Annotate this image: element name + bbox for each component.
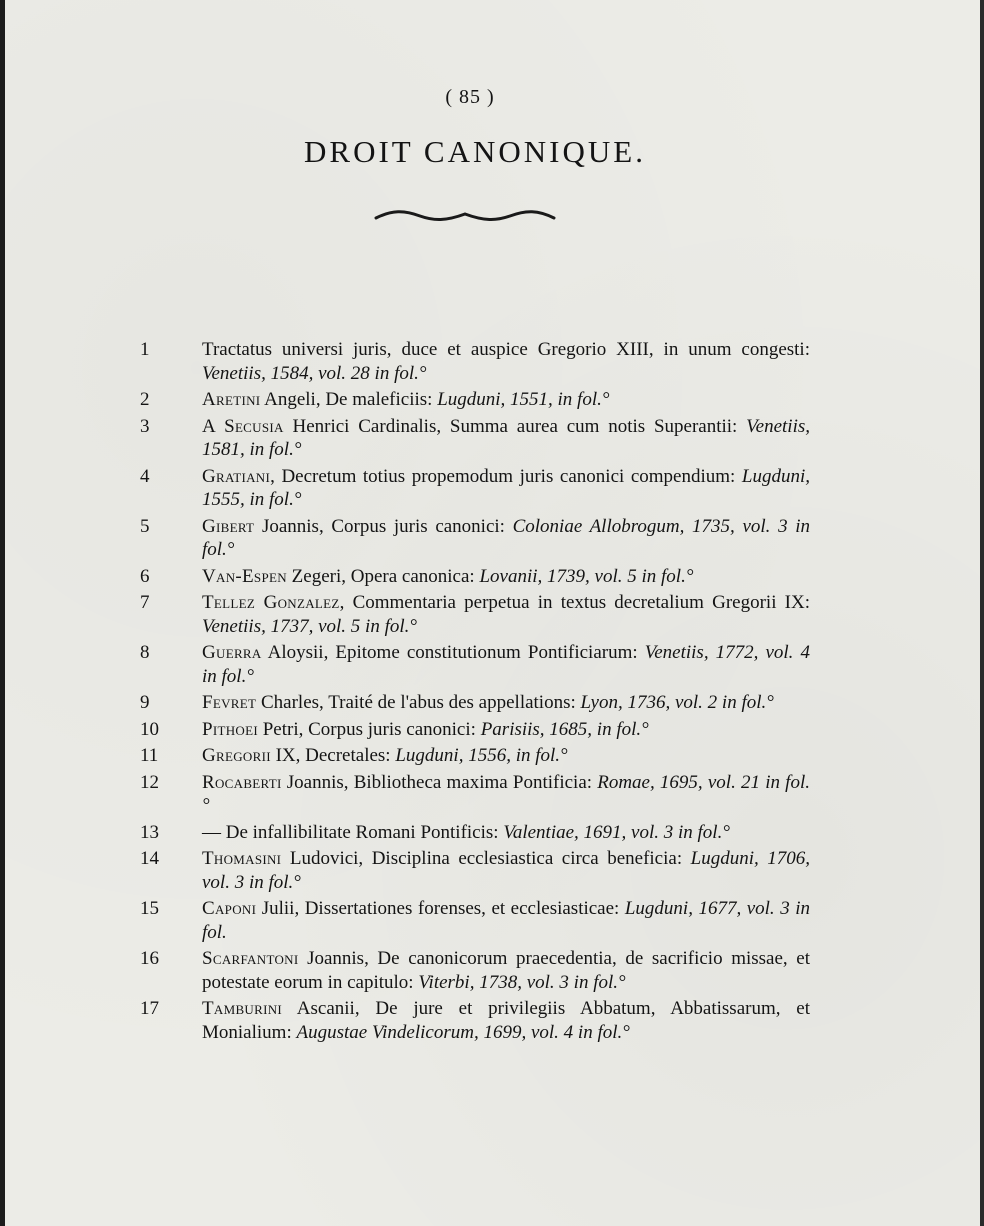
entry-title: , Commentaria perpetua in textus decretalium Gregorii IX: [339,592,810,613]
entry-number: 15 [140,898,159,919]
entry-imprint: Valentiae, 1691, vol. 3 in fol.° [503,821,730,843]
entry-number: 12 [140,771,159,793]
entry-imprint: Augustae Vindelicorum, 1699, vol. 4 in fol.° [296,1021,630,1043]
entry-imprint: Lugduni, 1706, vol. 3 in fol.° [202,848,810,893]
entry-number: 1 [140,339,150,360]
entry-number: 8 [140,642,150,663]
list-item [140,591,810,638]
entry-imprint: Lugduni, 1556, in fol.° [395,745,568,766]
list-item [140,691,810,715]
entry-author: Van-Espen [202,565,287,587]
page-number: ( 85 ) [445,86,495,108]
entry-imprint: Venetiis, 1737, vol. 5 in fol.° [202,615,417,637]
entry-number: 11 [140,745,159,766]
entry-title: Ludovici, Disciplina ecclesiastica circa beneficia: [281,848,691,869]
entry-author: Tamburini [202,998,283,1019]
entry-imprint: Lyon, 1736, vol. 2 in fol.° [580,692,774,713]
list-item [140,465,810,512]
list-item [140,997,810,1044]
scan-border-left [0,0,5,1226]
entry-author: A Secusia [202,415,284,437]
entry-author: Rocaberti [202,771,282,793]
entry-author: Caponi [202,898,257,919]
list-item [140,388,810,412]
entry-number: 14 [140,848,159,869]
entry-title: Julii, Dissertationes forenses, et ecclesiasticae: [256,898,625,919]
entry-title: Zegeri, Opera canonica: [286,565,480,587]
bibliography-list [140,338,810,1047]
entry-number: 10 [140,718,159,740]
entry-author: Scarfantoni [202,948,299,969]
entry-imprint: Lugduni, 1555, in fol.° [202,465,810,510]
entry-title: Charles, Traité de l'abus des appellations: [256,692,581,713]
entry-imprint: Venetiis, 1581, in fol.° [202,415,810,460]
list-item [140,515,810,562]
list-item [140,744,810,768]
entry-author: Guerra [202,642,262,663]
entry-author: Aretini [202,389,261,410]
entry-author: Fevret [202,692,257,713]
entry-title: Aloysii, Epitome constitutionum Pontificiarum: [261,642,645,663]
title-ornament-rule [372,206,558,224]
entry-author: Gregorii [202,745,271,766]
list-item [140,565,810,589]
entry-number: 13 [140,821,159,843]
list-item [140,338,810,385]
entry-author: Pithoei [202,718,258,740]
entry-imprint: Romae, 1695, vol. 21 in fol.° [202,771,810,816]
entry-title: Joannis, Corpus juris canonici: [254,515,513,537]
entry-author: Thomasini [202,848,282,869]
entry-title: Joannis, De canonicorum praecedentia, de sacrificio missae, et potestate eorum in capitulo: [202,948,810,993]
list-item [140,847,810,894]
entry-title: IX, Decretales: [270,745,396,766]
entry-title: Petri, Corpus juris canonici: [257,718,481,740]
entry-number: 7 [140,592,150,613]
entry-title: Henrici Cardinalis, Summa aurea cum notis Superantii: [283,415,747,437]
list-item [140,897,810,944]
entry-number: 2 [140,389,150,410]
list-item [140,641,810,688]
list-item [140,821,810,845]
entry-title: Angeli, De maleficiis: [260,389,438,410]
entry-imprint: Lovanii, 1739, vol. 5 in fol.° [479,565,694,587]
page-title: DROIT CANONIQUE. [304,134,646,169]
list-item [140,771,810,818]
entry-number: 3 [140,415,150,437]
entry-author: Gibert [202,515,255,537]
scan-border-right [980,0,984,1226]
entry-number: 4 [140,465,150,487]
entry-number: 5 [140,515,150,537]
entry-imprint: Viterbi, 1738, vol. 3 in fol.° [418,971,626,993]
list-item [140,718,810,742]
entry-number: 17 [140,998,159,1019]
entry-title: , Decretum totius propemodum juris canonici compendium: [270,465,742,487]
entry-author: Gratiani [202,465,271,487]
list-item [140,415,810,462]
entry-author: Tellez Gonzalez [202,592,340,613]
entry-imprint: Coloniae Allobrogum, 1735, vol. 3 in fol.° [202,515,810,560]
entry-number: 9 [140,692,150,713]
list-item [140,947,810,994]
entry-title: Ascanii, De jure et privilegiis Abbatum, Abbatissarum, et Monialium: [202,998,810,1043]
entry-number: 16 [140,948,159,969]
entry-imprint: Venetiis, 1772, vol. 4 in fol.° [202,642,810,687]
entry-title: Joannis, Bibliotheca maxima Pontificia: [281,771,598,793]
entry-title: — De infallibilitate Romani Pontificis: [202,821,504,843]
entry-imprint: Venetiis, 1584, vol. 28 in fol.° [202,362,427,384]
entry-title: Tractatus universi juris, duce et auspice Gregorio XIII, in unum congesti: [202,339,810,360]
entry-imprint: Lugduni, 1677, vol. 3 in fol. [202,898,810,943]
entry-imprint: Parisiis, 1685, in fol.° [480,718,649,740]
entry-imprint: Lugduni, 1551, in fol.° [437,389,610,410]
entry-number: 6 [140,565,150,587]
